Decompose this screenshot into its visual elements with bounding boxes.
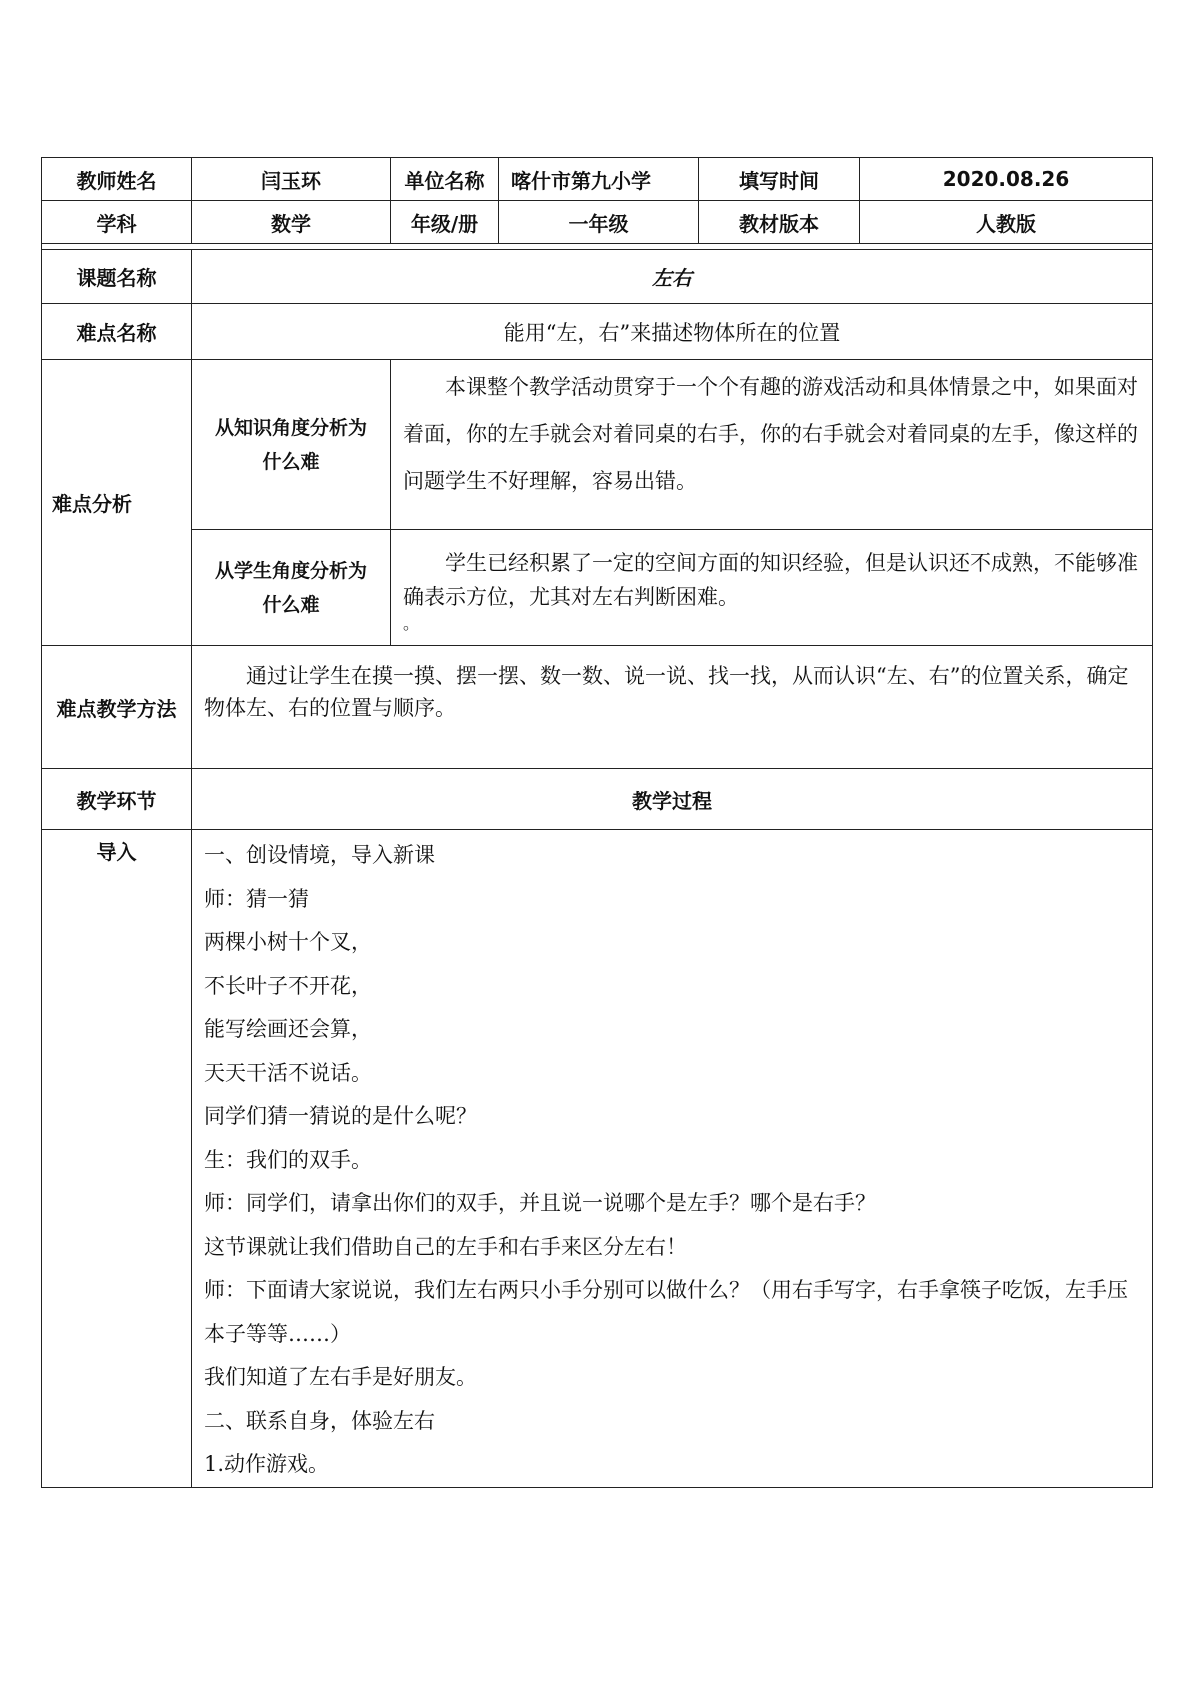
analysis-row-knowledge (42, 360, 1153, 530)
process-content (192, 830, 1153, 1488)
edition-label: 教材版本 (699, 201, 860, 244)
process-line: 师：猜一猜 (204, 886, 309, 911)
unit-name: 喀什市第九小学 (499, 158, 699, 201)
header-row-1 (42, 158, 1153, 201)
student-angle-cell (391, 530, 1153, 646)
grade-value: 一年级 (499, 201, 699, 244)
knowledge-angle-cell (391, 360, 1153, 530)
process-line: 1.动作游戏。 (204, 1452, 330, 1476)
topic-value: 左右 (192, 250, 1153, 304)
subject-label: 学科 (42, 201, 192, 244)
difficulty-row (42, 304, 1153, 360)
date-label: 填写时间 (699, 158, 860, 201)
fill-date: 2020.08.26 (860, 158, 1153, 201)
process-line: 我们知道了左右手是好朋友。 (204, 1365, 477, 1389)
header-row-2 (42, 201, 1153, 244)
method-label: 难点教学方法 (42, 646, 192, 769)
process-line: 师：下面请大家说说，我们左右两只小手分别可以做什么？（用右手写字，右手拿筷子吃饭，左手压本子等等……） (204, 1278, 1128, 1346)
process-line: 一、创设情境，导入新课 (204, 843, 435, 867)
process-line: 不长叶子不开花， (204, 973, 372, 998)
student-angle-label: 从学生角度分析为什么难 (192, 530, 391, 646)
method-cell (192, 646, 1153, 769)
process-line: 两棵小树十个叉， (204, 930, 372, 954)
knowledge-angle-text: 本课整个教学活动贯穿于一个个有趣的游戏活动和具体情景之中，如果面对着面，你的左手就会对着同桌的右手，你的右手就会对着同桌的左手，像这样的问题学生不好理解，容易出错。 (403, 375, 1138, 493)
analysis-label: 难点分析 (42, 360, 192, 646)
process-line: 天天干活不说话。 (204, 1060, 372, 1085)
edition-value: 人教版 (860, 201, 1153, 244)
difficulty-value: 能用“左，右”来描述物体所在的位置 (192, 304, 1153, 360)
topic-label: 课题名称 (42, 250, 192, 304)
grade-label: 年级/册 (391, 201, 499, 244)
process-line: 生：我们的双手。 (204, 1147, 372, 1172)
knowledge-angle-label: 从知识角度分析为什么难 (192, 360, 391, 530)
process-line: 二、联系自身，体验左右 (204, 1408, 435, 1433)
teacher-name: 闫玉环 (192, 158, 391, 201)
student-angle-text: 学生已经积累了一定的空间方面的知识经验，但是认识还不成熟，不能够准确表示方位，尤其对左右判断困难。 (403, 551, 1138, 609)
method-text: 通过让学生在摸一摸、摆一摆、数一数、说一说、找一找，从而认识“左、右”的位置关系，确定物体左、右的位置与顺序。 (204, 664, 1129, 720)
subject-value: 数学 (192, 201, 391, 244)
method-row (42, 646, 1153, 769)
process-line: 能写绘画还会算， (204, 1017, 372, 1041)
process-line: 这节课就让我们借助自己的左手和右手来区分左右！ (204, 1234, 687, 1259)
unit-label: 单位名称 (391, 158, 499, 201)
student-angle-extra: 。 (403, 614, 420, 633)
process-header-label: 教学过程 (192, 769, 1153, 830)
lesson-plan-table (41, 157, 1153, 1488)
stage-intro: 导入 (42, 830, 192, 1488)
process-row (42, 830, 1153, 1488)
teacher-label: 教师姓名 (42, 158, 192, 201)
topic-row (42, 250, 1153, 304)
process-line: 同学们猜一猜说的是什么呢？ (204, 1104, 477, 1128)
stage-header-label: 教学环节 (42, 769, 192, 830)
difficulty-label: 难点名称 (42, 304, 192, 360)
analysis-row-student (42, 530, 1153, 646)
process-line: 师：同学们，请拿出你们的双手，并且说一说哪个是左手？哪个是右手？ (204, 1191, 876, 1215)
process-header-row (42, 769, 1153, 830)
